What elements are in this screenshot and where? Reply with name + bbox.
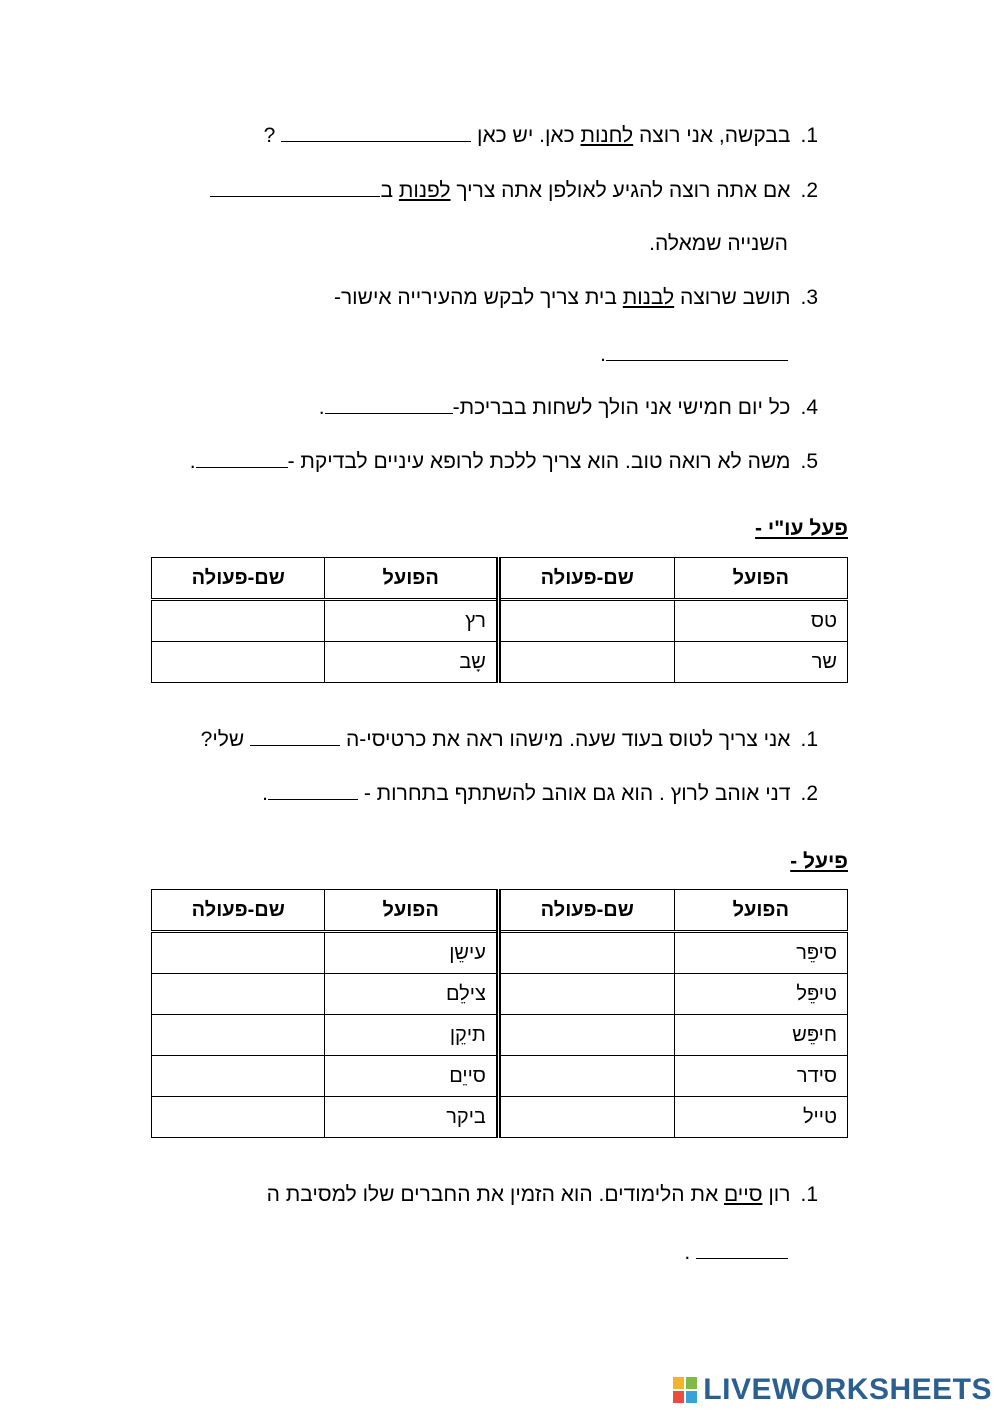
column-header: הפועל [325,558,498,600]
question-3-1: 1.רון סיים את הלימודים. הוא הזמין את החברים שלו למסיבת ה [267,1181,818,1209]
verb-cell: שר [674,642,847,683]
table-row [152,642,848,683]
question-1: 1.בבקשה, אני רוצה לחנות כאן. יש כאן ? [264,121,818,150]
verb-table-2 [151,889,848,1138]
question-2: 2.אם אתה רוצה להגיע לאולפן אתה צריך לפנות ב [210,176,818,205]
column-header: שם-פעולה [498,890,674,932]
table-row [152,1056,848,1097]
section-heading-pual-ayin-vav-yod: פעל עו"י - [755,517,848,540]
question-number: 1. [800,1183,818,1206]
question-number: 1. [800,124,818,147]
answer-blank[interactable] [210,176,380,197]
answer-cell[interactable] [152,642,325,683]
answer-cell[interactable] [152,1097,325,1138]
question-2-cont: השנייה שמאלה. [649,232,788,255]
answer-cell[interactable] [498,600,674,642]
verb-cell: ביקר [325,1097,498,1138]
answer-cell[interactable] [152,1056,325,1097]
underlined-verb: לפנות [398,179,451,202]
logo-mark-icon [673,1377,697,1403]
question-5: 5.משה לא רואה טוב. הוא צריך ללכת לרופא עיניים לבדיקת -. [190,447,818,476]
answer-blank[interactable] [606,340,788,361]
verb-cell: חיפֵּש [674,1015,847,1056]
column-header: שם-פעולה [498,558,674,600]
underlined-verb: לבנות [622,286,675,309]
question-number: 1. [800,728,818,751]
answer-cell[interactable] [152,932,325,974]
question-3-cont: . [600,340,788,369]
question-number: 5. [800,450,818,473]
answer-cell[interactable] [152,974,325,1015]
table-row [152,932,848,974]
verb-cell: סידר [674,1056,847,1097]
column-header: הפועל [674,890,847,932]
question-4: 4.כל יום חמישי אני הולך לשחות בבריכת-. [319,393,818,422]
verb-cell: תיקֵן [325,1015,498,1056]
question-number: 4. [800,396,818,419]
column-header: הפועל [325,890,498,932]
question-3: 3.תושב שרוצה לבנות בית צריך לבקש מהעירייה אישור- [334,284,818,312]
column-header: הפועל [674,558,847,600]
answer-blank[interactable] [325,393,453,414]
answer-cell[interactable] [152,1015,325,1056]
question-number: 3. [800,286,818,309]
table-row [152,1015,848,1056]
question-number: 2. [800,179,818,202]
verb-cell: סיפֵּר [674,932,847,974]
column-header: שם-פעולה [152,558,325,600]
answer-cell[interactable] [498,1056,674,1097]
verb-cell: שָב [325,642,498,683]
verb-cell: עישֵן [325,932,498,974]
question-2-1: 1.אני צריך לטוס בעוד שעה. מישהו ראה את כרטיסי-ה שלי? [201,725,818,754]
verb-cell: רץ [325,600,498,642]
table-header-row [152,890,848,932]
verb-cell: טיפֵּל [674,974,847,1015]
answer-cell[interactable] [498,1015,674,1056]
verb-cell: טייל [674,1097,847,1138]
table-row [152,974,848,1015]
underlined-verb: סיים [723,1183,763,1206]
verb-cell: סייֵם [325,1056,498,1097]
table-row [152,600,848,642]
answer-blank[interactable] [196,447,288,468]
answer-cell[interactable] [498,1097,674,1138]
question-number: 2. [800,782,818,805]
table-row [152,1097,848,1138]
answer-cell[interactable] [498,932,674,974]
answer-blank[interactable] [268,779,358,800]
verb-cell: צילֵם [325,974,498,1015]
answer-cell[interactable] [498,974,674,1015]
answer-blank[interactable] [250,725,340,746]
question-2-2: 2.דני אוהב לרוץ . הוא גם אוהב להשתתף בתחרות - . [262,779,818,808]
answer-blank[interactable] [281,121,471,142]
logo-text: LIVEWORKSHEETS [703,1373,992,1406]
column-header: שם-פעולה [152,890,325,932]
question-3-1-cont: . [684,1238,788,1267]
liveworksheets-logo [673,1373,992,1407]
answer-cell[interactable] [498,642,674,683]
answer-cell[interactable] [152,600,325,642]
answer-blank[interactable] [696,1238,788,1259]
verb-cell: טס [674,600,847,642]
underlined-verb: לחנות [580,124,634,147]
section-heading-piel: פיעל - [790,850,848,873]
table-header-row [152,558,848,600]
verb-table-1 [151,557,848,683]
